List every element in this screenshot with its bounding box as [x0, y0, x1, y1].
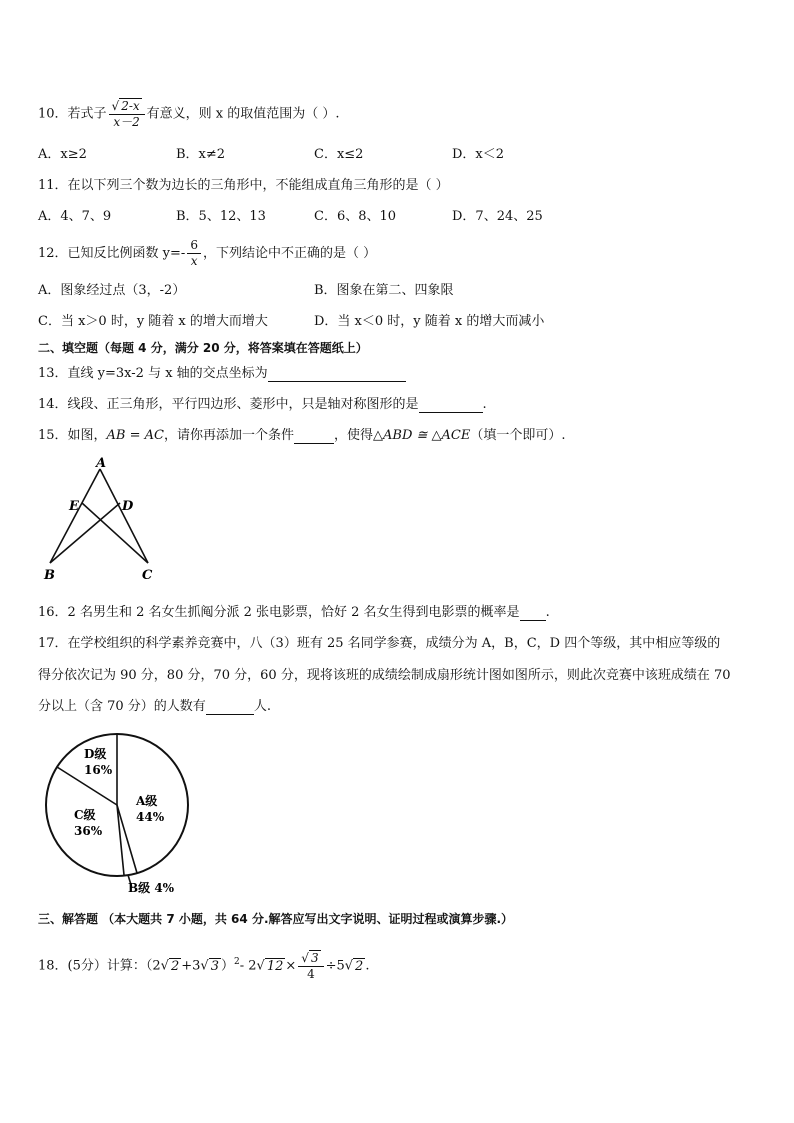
- side-ab: [50, 469, 100, 563]
- question-13: [38, 366, 406, 382]
- q18-end: .: [365, 958, 370, 974]
- segment-db: [50, 503, 120, 563]
- triangle-figure: [38, 455, 168, 590]
- q14-end: .: [482, 397, 487, 412]
- question-15: [38, 428, 566, 444]
- label-b: B: [44, 568, 55, 583]
- q16-answer-blank: [520, 608, 546, 621]
- q10-suffix: 有意义，则 x 的取值范围为（ ）.: [146, 106, 340, 122]
- q15-condition: AB = AC: [106, 428, 164, 443]
- q10-option-a: A．x≥2: [38, 147, 87, 162]
- q12-option-b: B．图象在第二、四象限: [314, 283, 454, 298]
- q11-option-a: A．4、7、9: [38, 209, 112, 224]
- q11-option-c: C．6、8、10: [314, 209, 397, 224]
- label-c: C: [142, 568, 153, 583]
- q12-option-d: D．当 x＜0 时，y 随着 x 的增大而减小: [314, 314, 545, 329]
- q17-answer-blank: [206, 702, 254, 715]
- label-a: A: [96, 456, 107, 471]
- q10-fraction: $\frac{√ 2-x}{x-2}$: [109, 98, 145, 130]
- q10-option-d: D．x＜2: [452, 147, 505, 162]
- q15-mid: ，请你再添加一个条件: [163, 428, 294, 443]
- pie-label-d-pct: 16%: [84, 763, 113, 777]
- pie-chart-figure: [40, 728, 200, 900]
- question-17-line-3: [38, 699, 271, 715]
- q11-option-d: D．7、24、25: [452, 209, 543, 224]
- pie-label-a-pct: 44%: [136, 810, 165, 824]
- question-12: [38, 238, 376, 269]
- question-10: [38, 98, 340, 130]
- pie-label-c-pct: 36%: [74, 824, 103, 838]
- q18-root-2: 2: [170, 958, 180, 974]
- q17-end: 人.: [253, 699, 271, 714]
- q10-denominator: x－2: [109, 114, 145, 130]
- q15-congruence: △ABD ≅ △ACE: [373, 428, 471, 443]
- q15-mid2: ，使得: [334, 428, 374, 443]
- side-ac: [100, 469, 148, 563]
- q18-root-2b: 2: [355, 958, 364, 974]
- q18-prefix: 18．(5分）计算：（2: [38, 958, 161, 974]
- q18-times: ×: [285, 958, 297, 974]
- question-14: [38, 397, 487, 413]
- label-d: D: [122, 499, 134, 514]
- label-e: E: [69, 499, 79, 514]
- q10-option-b: B．x≠2: [176, 147, 226, 162]
- pie-label-c-name: C级: [74, 808, 96, 822]
- q15-answer-blank: [294, 431, 334, 444]
- q10-option-c: C．x≤2: [314, 147, 364, 162]
- question-11: 11．在以下列三个数为边长的三角形中，不能组成直角三角形的是（ ）: [38, 178, 449, 193]
- pie-label-a-name: A级: [136, 794, 158, 808]
- q14-text: 14．线段、正三角形，平行四边形、菱形中，只是轴对称图形的是: [38, 397, 419, 412]
- q18-plus: +3: [181, 958, 201, 974]
- q18-minus: - 2: [239, 958, 257, 974]
- segment-ec: [82, 503, 148, 563]
- q18-root-12: 12: [266, 958, 284, 974]
- q10-numerator: 2-x: [121, 99, 140, 113]
- q12-option-c: C．当 x＞0 时，y 随着 x 的增大而增大: [38, 314, 268, 329]
- q17-line-3-text: 分以上（含 70 分）的人数有: [38, 699, 206, 714]
- q18-fraction: $\frac{√ 3}{4}$: [298, 950, 323, 982]
- q15-suffix: （填一个即可）.: [470, 428, 566, 443]
- question-17-line-2: 得分依次记为 90 分，80 分，70 分，60 分，现将该班的成绩绘制成扇形统计图如图所示，则此次竞赛中该班成绩在 70: [38, 668, 731, 683]
- section-2-heading: 二、填空题（每题 4 分，满分 20 分，将答案填在答题纸上）: [38, 341, 368, 355]
- question-16: [38, 605, 550, 621]
- q12-option-a: A．图象经过点（3，-2）: [38, 283, 186, 298]
- q18-root-3: 3: [210, 958, 219, 974]
- q12-suffix: ，下列结论中不正确的是（ ）: [202, 246, 377, 261]
- pie-label-d-name: D级: [84, 747, 107, 761]
- q10-prefix: 10．若式子: [38, 106, 107, 122]
- q12-denominator: x: [187, 253, 201, 269]
- q13-answer-blank: [268, 369, 406, 382]
- question-18: 18．(5分）计算：（2√ 2 +3√ 3 ）$^2$- 2√ 12 × $\frac{√ 3}{4}$ ÷5√ 2 .: [38, 951, 370, 981]
- q18-divide: ÷5: [325, 958, 345, 974]
- q12-prefix: 12．已知反比例函数 y=-: [38, 246, 186, 261]
- q18-square: 2: [234, 957, 240, 968]
- q14-answer-blank: [419, 400, 483, 413]
- pie-label-b: B级 4%: [128, 881, 175, 895]
- q13-text: 13．直线 y=3x-2 与 x 轴的交点坐标为: [38, 366, 268, 381]
- q18-frac-den: 4: [298, 966, 323, 982]
- q18-frac-num: 3: [310, 951, 319, 965]
- q15-prefix: 15．如图，: [38, 428, 107, 443]
- section-3-heading: 三、解答题 （本大题共 7 小题，共 64 分.解答应写出文字说明、证明过程或演算步骤.）: [38, 912, 514, 926]
- q11-option-b: B．5、12、13: [176, 209, 266, 224]
- q18-close: ）: [220, 958, 234, 974]
- q12-fraction: [187, 238, 201, 269]
- q16-text: 16．2 名男生和 2 名女生抓阄分派 2 张电影票，恰好 2 名女生得到电影票的概率是: [38, 605, 520, 620]
- question-17-line-1: 17．在学校组织的科学素养竞赛中，八（3）班有 25 名同学参赛，成绩分为 A，B，C，D 四个等级，其中相应等级的: [38, 636, 721, 651]
- q16-end: .: [545, 605, 550, 620]
- q12-numerator: 6: [190, 238, 198, 252]
